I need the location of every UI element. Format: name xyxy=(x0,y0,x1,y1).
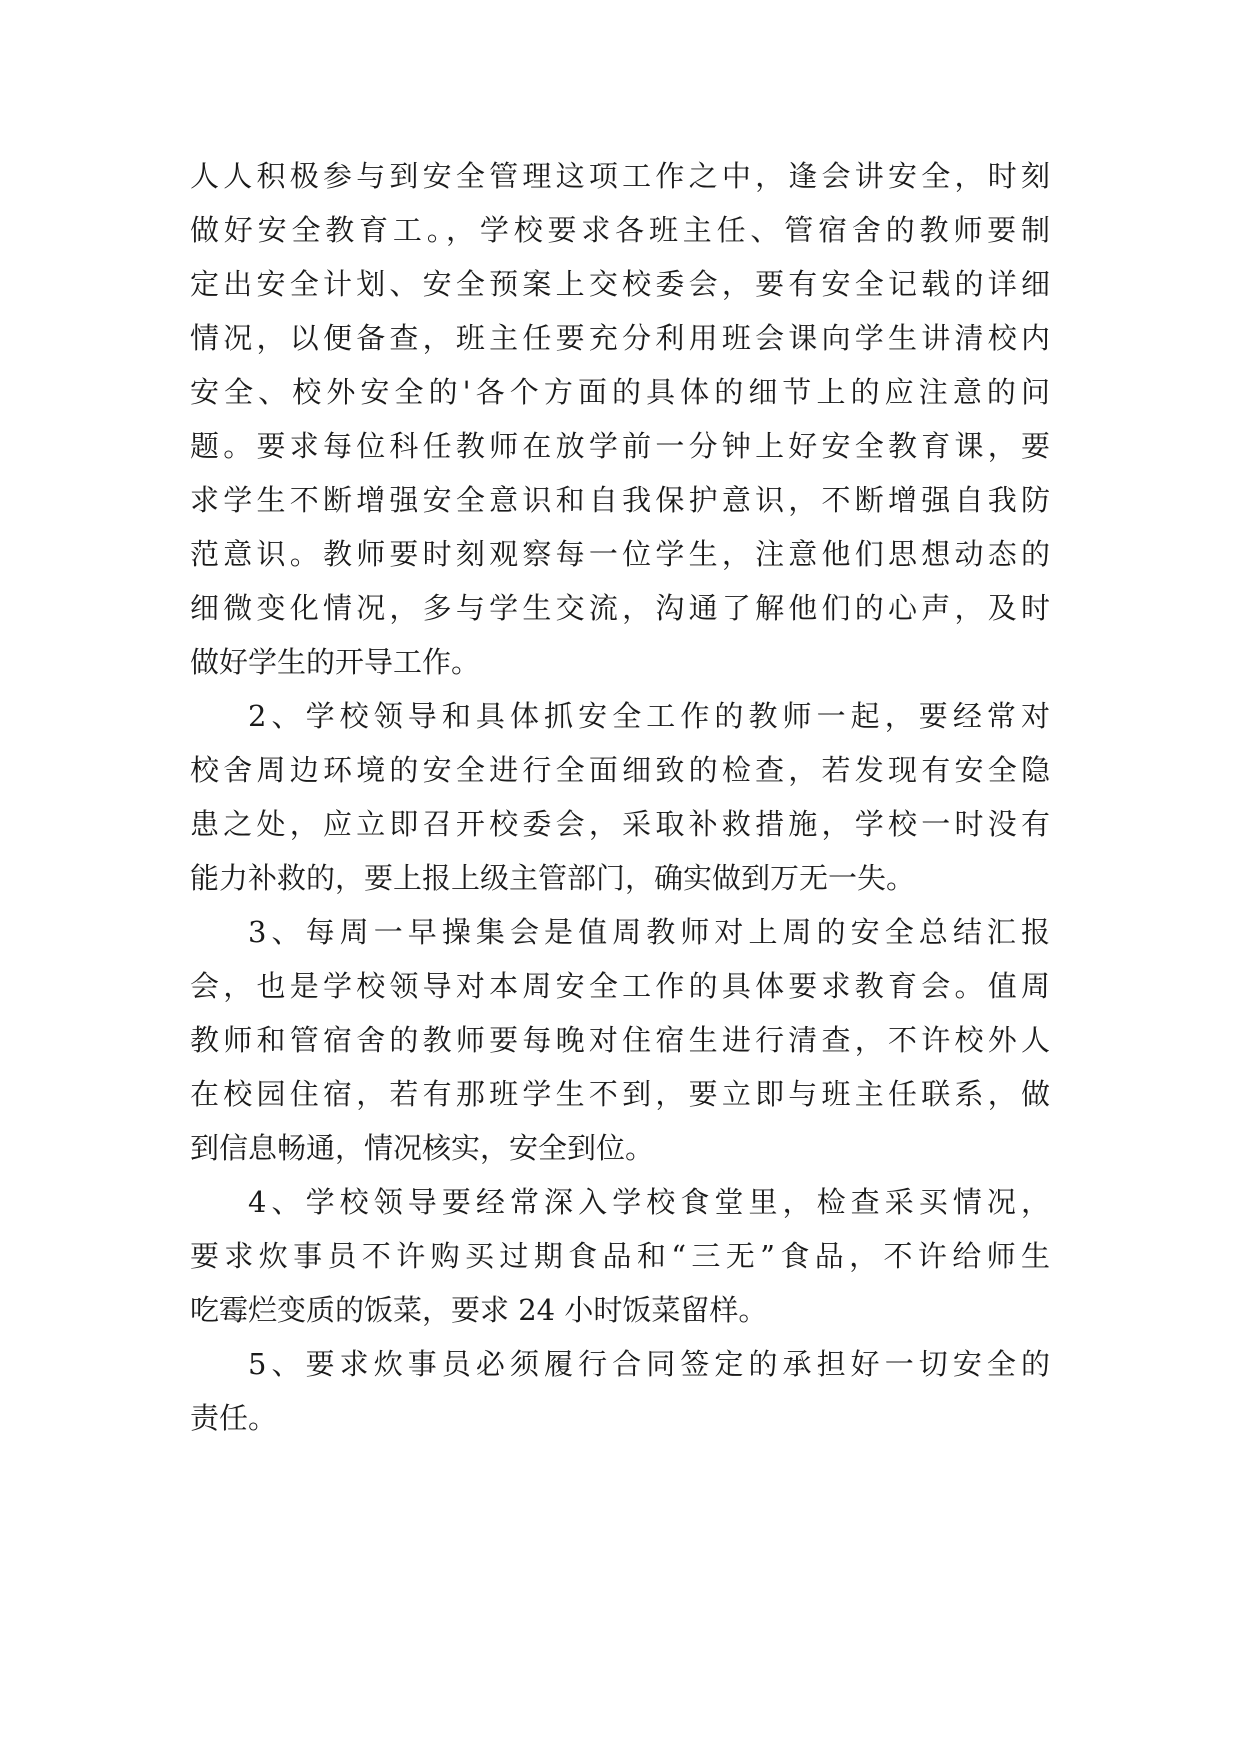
text-line: 要求炊事员不许购买过期食品和“三无”食品，不许给师生 xyxy=(190,1239,1050,1273)
text-line: 做好学生的开导工作。 xyxy=(190,645,481,679)
text-line: 校舍周边环境的安全进行全面细致的检查，若发现有安全隐 xyxy=(190,753,1050,787)
text-line: 吃霉烂变质的饭菜，要求 24 小时饭菜留样。 xyxy=(190,1293,768,1327)
text-line: 能力补救的，要上报上级主管部门，确实做到万无一失。 xyxy=(190,861,916,895)
text-line: 安全、校外安全的'各个方面的具体的细节上的应注意的问 xyxy=(190,375,1050,409)
text-line: 题。要求每位科任教师在放学前一分钟上好安全教育课，要 xyxy=(190,429,1050,463)
text-line: 做好安全教育工。，学校要求各班主任、管宿舍的教师要制 xyxy=(190,213,1050,247)
text-line: 3、每周一早操集会是值周教师对上周的安全总结汇报 xyxy=(248,915,1050,949)
text-line: 求学生不断增强安全意识和自我保护意识，不断增强自我防 xyxy=(190,483,1050,517)
text-line: 定出安全计划、安全预案上交校委会，要有安全记载的详细 xyxy=(190,267,1050,301)
text-line: 患之处，应立即召开校委会，采取补救措施，学校一时没有 xyxy=(190,807,1050,841)
text-line: 教师和管宿舍的教师要每晚对住宿生进行清查，不许校外人 xyxy=(190,1023,1050,1057)
text-line: 责任。 xyxy=(190,1401,278,1435)
text-line: 到信息畅通，情况核实，安全到位。 xyxy=(190,1131,655,1165)
text-line: 人人积极参与到安全管理这项工作之中，逢会讲安全，时刻 xyxy=(190,159,1050,193)
text-line: 在校园住宿，若有那班学生不到，要立即与班主任联系，做 xyxy=(190,1077,1050,1111)
text-line: 4、学校领导要经常深入学校食堂里，检查采买情况， xyxy=(248,1185,1050,1219)
text-line: 范意识。教师要时刻观察每一位学生，注意他们思想动态的 xyxy=(190,537,1050,571)
text-line: 2、学校领导和具体抓安全工作的教师一起，要经常对 xyxy=(248,699,1050,733)
text-line: 会，也是学校领导对本周安全工作的具体要求教育会。值周 xyxy=(190,969,1050,1003)
text-line: 细微变化情况，多与学生交流，沟通了解他们的心声，及时 xyxy=(190,591,1050,625)
text-line: 5、要求炊事员必须履行合同签定的承担好一切安全的 xyxy=(248,1347,1050,1381)
text-line: 情况，以便备查，班主任要充分利用班会课向学生讲清校内 xyxy=(190,321,1050,355)
